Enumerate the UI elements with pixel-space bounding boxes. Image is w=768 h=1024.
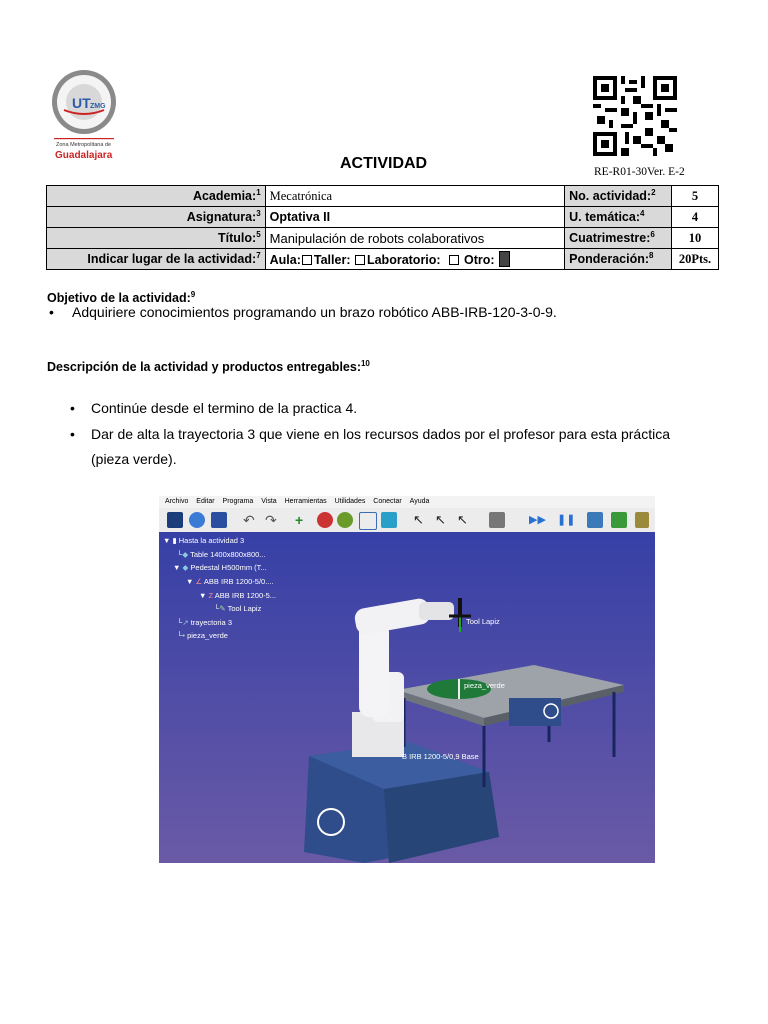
- svg-text:ZMG: ZMG: [90, 103, 106, 110]
- tree-item-table[interactable]: └◆ Table 1400x800x800...: [177, 550, 266, 559]
- tool-icon: ✎: [219, 604, 226, 613]
- laboratorio-option-label: Laboratorio:: [366, 253, 441, 267]
- no-actividad-label: No. actividad:$^2$: [565, 186, 672, 207]
- titulo-value: Manipulación de robots colaborativos: [265, 228, 565, 249]
- lugar-options: [265, 249, 565, 270]
- tree-item-robot[interactable]: ▼ ∠ ABB IRB 1200-5/0....: [186, 577, 274, 586]
- document-reference: RE-R01-30Ver. E-2: [594, 166, 685, 178]
- asignatura-value: Optativa II: [265, 207, 565, 228]
- laboratorio-checkbox[interactable]: [355, 255, 365, 265]
- menu-ayuda[interactable]: Ayuda: [409, 498, 430, 505]
- target-icon[interactable]: [317, 512, 333, 528]
- svg-text:Guadalajara: Guadalajara: [55, 150, 113, 161]
- menu-programa[interactable]: Programa: [222, 498, 254, 505]
- toolbar: [159, 508, 655, 533]
- tree-item-pieza[interactable]: └• pieza_verde: [177, 631, 228, 640]
- select-target-icon[interactable]: ↖: [435, 512, 446, 527]
- table-row: [47, 207, 719, 228]
- undo-icon[interactable]: ↶: [243, 512, 255, 528]
- tree-item-trayectoria[interactable]: └↗ trayectoria 3: [177, 618, 232, 627]
- part-icon: •: [182, 631, 185, 640]
- menu-bar: [159, 496, 655, 508]
- svg-text:UT: UT: [72, 95, 91, 111]
- descripcion-heading: Descripción de la actividad y productos entregables:$^{10}$: [47, 359, 370, 375]
- robot-icon: ∠: [195, 577, 203, 586]
- add-target-icon[interactable]: +: [295, 512, 304, 528]
- otro-option-label: Otro:: [464, 253, 495, 267]
- asignatura-label: Asignatura:$^3$: [47, 207, 266, 228]
- bullet-icon: •: [70, 426, 75, 442]
- play-icon[interactable]: ▶▶: [529, 514, 546, 526]
- menu-herramientas[interactable]: Herramientas: [284, 498, 327, 505]
- descripcion-item-continuation: (pieza verde).: [91, 451, 177, 467]
- menu-editar[interactable]: Editar: [196, 498, 215, 505]
- save-icon[interactable]: [211, 512, 227, 528]
- select-icon[interactable]: ↖: [413, 512, 424, 527]
- bullet-icon: •: [70, 400, 75, 416]
- page-title: ACTIVIDAD: [340, 155, 428, 172]
- tree-item-tool[interactable]: └✎ Tool Lapiz: [214, 604, 262, 613]
- tool-label: Tool Lapiz: [466, 617, 500, 626]
- part-icon: ◆: [182, 563, 189, 572]
- part-icon: ◆: [182, 550, 189, 559]
- aula-option-label: Aula:: [269, 253, 301, 267]
- u-tematica-label: U. temática:$^4$: [565, 207, 672, 228]
- ponderacion-value: 20Pts.: [672, 249, 719, 270]
- new-station-icon[interactable]: [167, 512, 183, 528]
- lugar-label: Indicar lugar de la actividad:$^7$: [47, 249, 266, 270]
- activity-info-table: [46, 185, 719, 270]
- academia-value: Mecatrónica: [265, 186, 565, 207]
- tree-root[interactable]: ▼ ▮ Hasta la actividad 3: [163, 536, 245, 545]
- jog-icon[interactable]: [489, 512, 505, 528]
- path-icon: ↗: [182, 618, 189, 627]
- pause-icon[interactable]: ❚❚: [557, 514, 576, 526]
- station-icon: ▮: [172, 536, 177, 545]
- descripcion-item: Dar de alta la trayectoria 3 que viene en los recursos dados por el profesor para esta práctica: [91, 426, 670, 442]
- menu-archivo[interactable]: Archivo: [165, 498, 189, 505]
- university-logo: [46, 68, 122, 164]
- cube-icon[interactable]: [381, 512, 397, 528]
- taller-option-label: Taller:: [313, 253, 351, 267]
- 3d-viewport[interactable]: [159, 532, 655, 863]
- select-path-icon[interactable]: ↖: [457, 512, 468, 527]
- table-row: [47, 228, 719, 249]
- descripcion-item: Continúe desde el termino de la practica 4.: [91, 400, 358, 416]
- taller-checkbox[interactable]: [302, 255, 312, 265]
- ponderacion-label: Ponderación:$^8$: [565, 249, 672, 270]
- pieza-label: pieza_verde: [464, 681, 505, 690]
- cuatrimestre-label: Cuatrimestre:$^6$: [565, 228, 672, 249]
- tree-item-robot-child[interactable]: ▼ Z ABB IRB 1200-5...: [199, 591, 277, 600]
- u-tematica-value: 4: [672, 207, 719, 228]
- qr-code: [593, 76, 677, 156]
- academia-label: Academia:$^1$: [47, 186, 266, 207]
- robot-software-screenshot: [159, 496, 655, 863]
- table-row: [47, 249, 719, 270]
- objetivo-heading: Objetivo de la actividad:$^9$: [47, 290, 196, 306]
- add-program-icon[interactable]: [611, 512, 627, 528]
- tool-icon[interactable]: [635, 512, 649, 528]
- objetivo-text: Adquiriere conocimientos programando un brazo robótico ABB-IRB-120-3-0-9.: [72, 304, 557, 320]
- table-row: [47, 186, 719, 207]
- otro-checkbox[interactable]: [449, 255, 459, 265]
- globe-icon[interactable]: [189, 512, 205, 528]
- fit-view-icon[interactable]: [359, 512, 377, 530]
- checked-box-icon[interactable]: [499, 251, 510, 267]
- titulo-label: Título:$^5$: [47, 228, 266, 249]
- redo-icon[interactable]: ↷: [265, 512, 277, 528]
- svg-text:Zona Metropolitana de: Zona Metropolitana de: [56, 142, 112, 148]
- tree-item-pedestal[interactable]: ▼ ◆ Pedestal H500mm (T...: [173, 563, 267, 572]
- python-icon[interactable]: [587, 512, 603, 528]
- base-label: B IRB 1200-5/0,9 Base: [402, 752, 479, 761]
- bullet-icon: •: [49, 304, 54, 320]
- cuatrimestre-value: 10: [672, 228, 719, 249]
- menu-conectar[interactable]: Conectar: [373, 498, 402, 505]
- path-icon[interactable]: [337, 512, 353, 528]
- no-actividad-value: 5: [672, 186, 719, 207]
- robot-icon: Z: [208, 591, 214, 600]
- menu-utilidades[interactable]: Utilidades: [334, 498, 366, 505]
- menu-vista[interactable]: Vista: [261, 498, 277, 505]
